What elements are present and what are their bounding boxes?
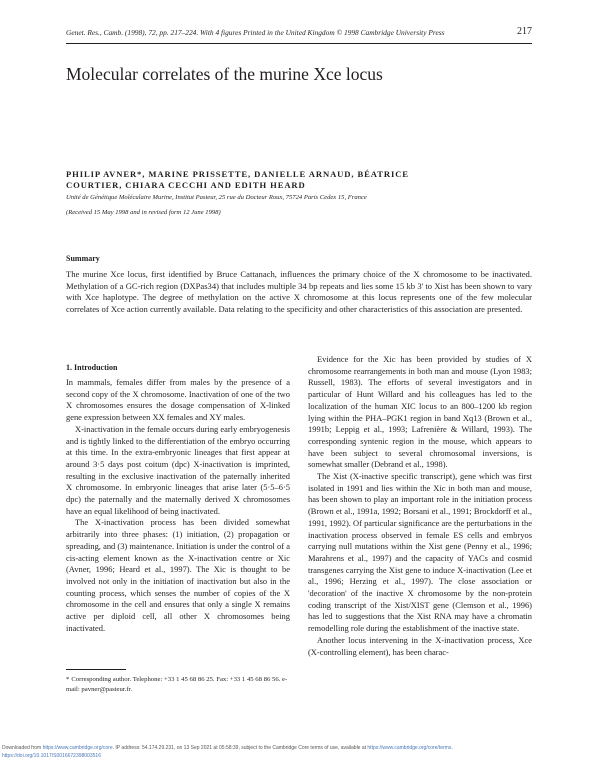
footnote-symbol: *	[66, 676, 70, 683]
footer-line	[2, 744, 600, 752]
footer-prefix: Downloaded from	[2, 745, 42, 751]
running-header	[66, 28, 532, 37]
cambridge-core-link[interactable]: https://www.cambridge.org/core	[42, 745, 113, 751]
download-footer	[0, 744, 600, 760]
author-line: PHILIP AVNER*, MARINE PRISSETTE, DANIELLE ARNAUD, BÉATRICE	[66, 169, 409, 179]
author-list	[66, 169, 532, 191]
header-rule	[66, 43, 532, 44]
journal-details: (1998), 72, pp. 217–224. With 4 figures Printed in the United Kingdom © 1998 Cambridge University Press	[124, 28, 445, 37]
summary-text: The murine Xce locus, first identified by Bruce Cattanach, influences the primary choice of the X chromosome to be inactivated. Methylation of a GC-rich region (DXPas34) that includes multiple 34 bp repeats and lies some 15 kb 3' to Xist has been shown to vary with Xce haplotype. The degree of methylation on the active X chromosome at this locus represents one of the few molecular correlates of Xce action currently available. Data relating to the specificity and other characteristics of this association are presented.	[66, 269, 532, 314]
author-line: COURTIER, CHIARA CECCHI AND EDITH HEARD	[66, 180, 306, 190]
section-heading-introduction: 1. Introduction	[66, 363, 118, 372]
footnote	[66, 675, 290, 694]
paragraph: The X-inactivation process has been divided somewhat arbitrarily into three phases: (1) initiation, (2) propagation or spreading, and (3) maintenance. Initiation is under the control of a cis-acting element known as the X-inactivation centre or Xic (Avner, 1996; Heard et al., 1997). The Xic is thought to be involved not only in the initiation of inactivation but also in the counting process, which senses the number of copies of the X chromosome in the cell and ensures that only a single X remains active per diploid cell, all other X chromosomes being inactivated.	[66, 517, 290, 633]
footnote-text: Corresponding author. Telephone: +33 1 45 68 86 25. Fax: +33 1 45 68 86 56. e-mail: pavner@pasteur.fr.	[66, 676, 288, 693]
paragraph: Evidence for the Xic has been provided by studies of X chromosome rearrangements in both man and mouse (Lyon 1983; Russell, 1983). The efforts of several investigators and in particular of Hunt Willard and his colleagues has led to the localization of the human XIC locus to an 800–1200 kb region lying within the PHA–PGK1 region in band Xq13 (Brown et al., 1991b; Leppig et al., 1993; Lafrenière & Willard, 1993). The corresponding syntenic region in the mouse, which appears to have been subject to several chromosomal inversions, is somewhat smaller (Debrand et al., 1998).	[308, 354, 532, 470]
doi-link[interactable]: https://doi.org/10.1017/S0016672398003516	[2, 753, 101, 759]
footnote-rule	[66, 669, 126, 670]
journal-name: Genet. Res., Camb.	[66, 28, 124, 37]
paragraph: X-inactivation in the female occurs during early embryogenesis and is tightly linked to the differentiation of the embryo occurring at this time. In the extra-embryonic lineages that first appear at around 3·5 days post coitum (dpc) X-inactivation is imprinted, resulting in the exclusive inactivation of the paternally inherited X chromosome. In embryonic lineages that arise later (5·5–6·5 dpc) the paternally and the maternally derived X chromosomes have an equal likelihood of being inactivated.	[66, 423, 290, 516]
paragraph: Another locus intervening in the X-inactivation process, Xce (X-controlling element), has been charac-	[308, 634, 532, 657]
article-title: Molecular correlates of the murine Xce locus	[66, 64, 383, 84]
terms-link[interactable]: https://www.cambridge.org/core/terms	[367, 745, 452, 751]
footer-middle: . IP address: 54.174.29.231, on 13 Sep 2021 at 05:58:39, subject to the Cambridge Core terms of use, available at	[112, 745, 367, 751]
right-column	[308, 354, 532, 658]
paragraph: In mammals, females differ from males by the presence of a second copy of the X chromosome. Inactivation of one of the two X chromosomes ensures the dosage compensation of X-linked gene expression between XX females and XY males.	[66, 377, 290, 423]
received-dates: (Received 15 May 1998 and in revised form 12 June 1998)	[66, 209, 221, 216]
footer-line	[2, 752, 600, 760]
page-number: 217	[517, 26, 532, 37]
paragraph: The Xist (X-inactive specific transcript), gene which was first isolated in 1991 and lies within the Xic in both man and mouse, has been shown to play an important role in the initiation process (Brown et al., 1991a, 1992; Borsani et al., 1991; Brockdorff et al., 1991, 1992). Of particular significance are the perturbations in the inactivation process observed in female ES cells and embryos carrying null mutations within the Xist gene (Penny et al., 1996; Marahrens et al., 1997) and the capacity of YACs and cosmid transgenes carrying the Xist gene to induce X-inactivation (Lee et al., 1996; Herzing et al., 1997). The close association or 'decoration' of the inactive X chromosome by the non-protein coding transcript of the Xist/XIST gene (Clemson et al., 1996) has led to suggestions that the Xist RNA may have a chromatin remodelling role during the establishment of the inactive state.	[308, 471, 532, 634]
left-column	[66, 377, 290, 634]
affiliation: Unité de Génétique Moléculaire Murine, Institut Pasteur, 25 rue du Docteur Roux, 75724 Paris Cedex 15, France	[66, 194, 367, 201]
summary-heading: Summary	[66, 254, 100, 263]
footer-end: .	[451, 745, 453, 751]
